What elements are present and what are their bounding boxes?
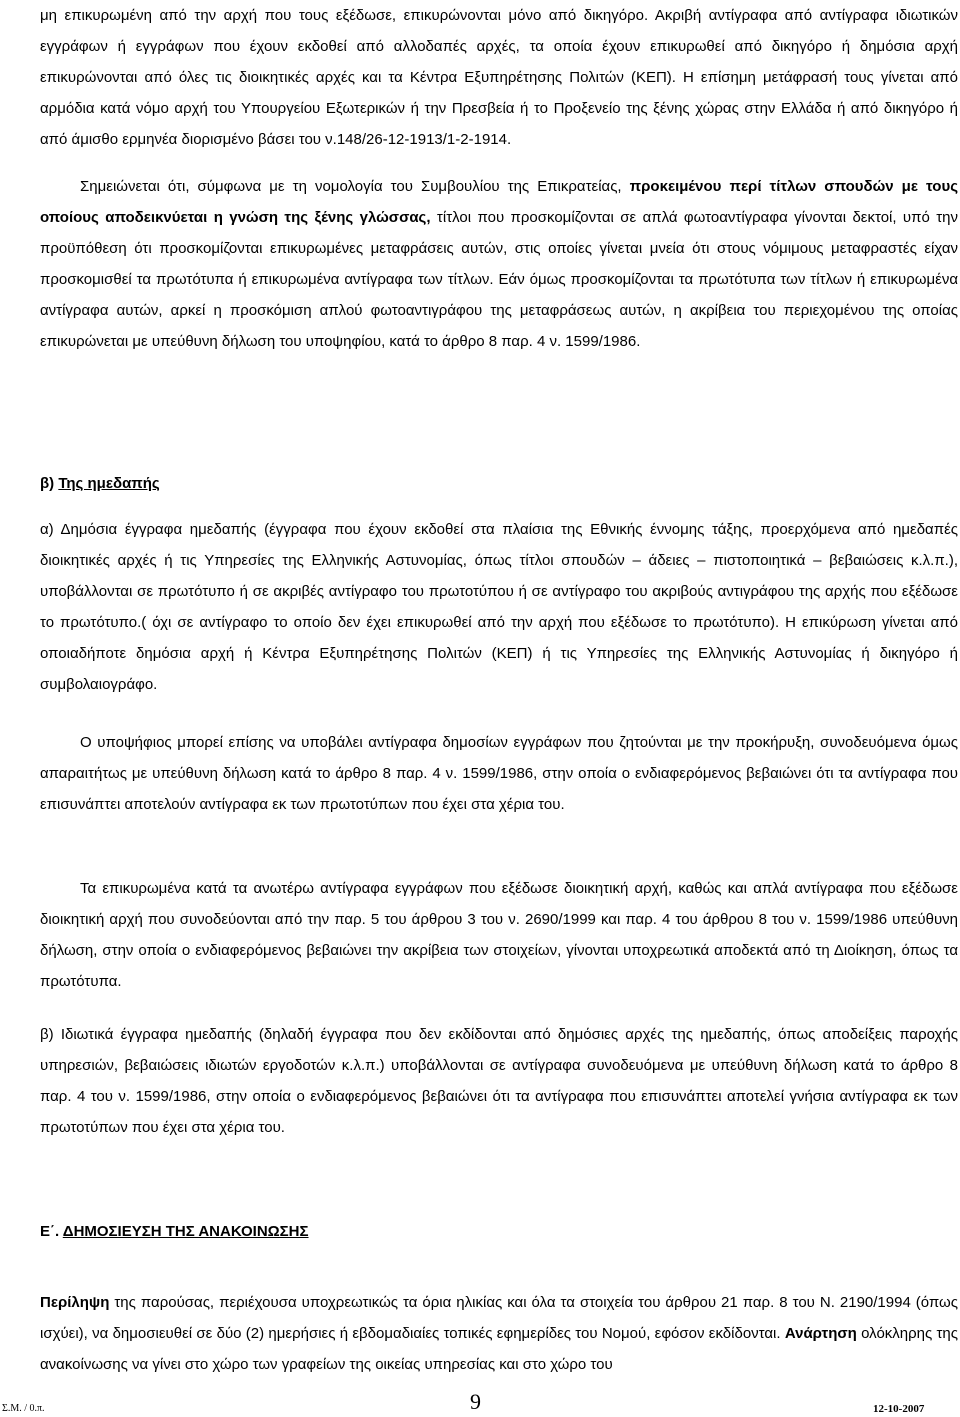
paragraph-text: Δημόσια έγγραφα ημεδαπής (έγγραφα που έχουν εκδοθεί στα πλαίσια της Εθνικής έννομης τάξης, προερχόμενα από ημεδαπές διοικητικές αρχές ή τις Υπηρεσίες της Ελληνικής Αστυνομίας, όπως τίτλοι σπουδών – άδειες – πιστοποιητικά – βεβαιώσεις κ.λ.π.), υποβάλλονται σε πρωτότυπο ή σε ακριβές αντίγραφο του πρωτοτύπου ή σε αντίγραφο του ακριβούς αντιγράφου της αρχής που εξέδωσε το πρωτότυπο.( όχι σε αντίγραφο το οποίο δεν έχει επικυρωθεί από την αρχή που εξέδωσε το πρωτότυπο). Η επικύρωση γίνεται από οποιαδήποτε δημόσια αρχή ή Κέντρα Εξυπηρέτησης Πολιτών (ΚΕΠ) ή τις Υπηρεσίες της Ελληνικής Αστυνομίας ή δικηγόρο ή συμβολαιογράφο. xyxy=(40,521,958,693)
paragraph-text: μη επικυρωμένη από την αρχή που τους εξέδωσε, επικυρώνονται μόνο από δικηγόρο. Ακριβή αντίγραφα από αντίγραφα ιδιωτικών εγγράφων ή εγγράφων που έχουν εκδοθεί από αλλοδαπές αρχές, τα οποία έχουν επικυρωθεί από δικηγόρο ή δημόσια αρχή επικυρώνονται από όλες τις διοικητικές αρχές και τα Κέντρα Εξυπηρέτησης Πολιτών (ΚΕΠ). Η επίσημη μετάφρασή τους γίνεται από αρμόδια κατά νόμο αρχή του Υπουργείου Εξωτερικών ή την Πρεσβεία ή το Προξενείο της ξένης χώρας στην Ελλάδα ή από δικηγόρο ή από άμισθο ερμηνέα διορισμένο βάσει του ν.148/26-12-1913/1-2-1914. xyxy=(40,7,958,148)
section-prefix: Ε΄. xyxy=(40,1223,63,1240)
paragraph-public-documents xyxy=(40,514,958,700)
paragraph-text: Ο υποψήφιος μπορεί επίσης να υποβάλει αντίγραφα δημοσίων εγγράφων που ζητούνται με την προκήρυξη, συνοδευόμενα όμως απαραιτήτως με υπεύθυνη δήλωση κατά το άρθρο 8 παρ. 4 ν. 1599/1986, στην οποία ο ενδιαφερόμενος βεβαιώνει ότι τα αντίγραφα που επισυνάπτει αποτελούν αντίγραφα εκ των πρωτοτύπων που έχει στα χέρια του. xyxy=(40,734,958,813)
paragraph-language-titles xyxy=(40,171,958,357)
paragraph-summary-publication xyxy=(40,1287,958,1380)
paragraph-foreign-documents xyxy=(40,0,958,155)
paragraph-text: ολόκληρης της ανακοίνωσης να γίνει στο χώρο των γραφείων της οικείας υπηρεσίας και στο χώρο του xyxy=(40,1325,959,1373)
paragraph-candidate-copies xyxy=(40,727,958,820)
footer-date: 12-10-2007 xyxy=(873,1403,925,1415)
paragraph-text: τίτλοι που προσκομίζονται σε απλά φωτοαντίγραφα γίνονται δεκτοί, υπό την προϋπόθεση ότι προσκομίζονται επικυρωμένες μεταφράσεις αυτών, στις οποίες γίνεται μνεία ότι στους νόμιμους μεταφραστές είχαν προσκομισθεί τα πρωτότυπα ή επικυρωμένα αντίγραφα των τίτλων. Εάν όμως προσκομίζονται τα πρωτότυπα των τίτλων ή επικυρωμένα αντίγραφα αυτών, αρκεί η προσκόμιση απλού φωτοαντιγράφου της μεταφράσεως αυτών, η ακρίβεια του περιεχομένου της οποίας επικυρώνεται με υπεύθυνη δήλωση του υποψηφίου, κατά το άρθρο 8 παρ. 4 ν. 1599/1986. xyxy=(40,209,958,350)
section-prefix: β) xyxy=(40,475,59,492)
section-title: Της ημεδαπής xyxy=(58,475,160,492)
section-heading-domestic xyxy=(40,468,958,499)
emphasis-text: Περίληψη xyxy=(40,1294,110,1311)
paragraph-private-documents xyxy=(40,1019,958,1143)
section-title: ΔΗΜΟΣΙΕΥΣΗ ΤΗΣ ΑΝΑΚΟΙΝΩΣΗΣ xyxy=(62,1223,309,1240)
footer-initials: Σ.Μ. / 0.π. xyxy=(2,1403,45,1414)
page-footer xyxy=(0,1389,960,1417)
paragraph-text: Τα επικυρωμένα κατά τα ανωτέρω αντίγραφα εγγράφων που εξέδωσε διοικητική αρχή, καθώς και απλά αντίγραφα που εξέδωσε διοικητική αρχή που συνοδεύονται από την παρ. 5 του άρθρου 3 του ν. 2690/1999 και παρ. 4 του άρθρου 8 του ν. 1599/1986 υπεύθυνη δήλωση, στην οποία ο ενδιαφερόμενος βεβαιώνει την ακρίβεια των στοιχείων, γίνονται υποχρεωτικά αποδεκτά από τη Διοίκηση, όπως τα πρωτότυπα. xyxy=(40,880,958,990)
paragraph-certified-copies xyxy=(40,873,958,997)
paragraph-text: Σημειώνεται ότι, σύμφωνα με τη νομολογία του Συμβουλίου της Επικρατείας, xyxy=(80,178,630,195)
page-number: 9 xyxy=(470,1389,481,1414)
emphasis-text: Ανάρτηση xyxy=(784,1325,857,1342)
section-heading-publication xyxy=(40,1216,958,1247)
item-prefix: α) xyxy=(40,521,61,538)
paragraph-text: β) Ιδιωτικά έγγραφα ημεδαπής (δηλαδή έγγραφα που δεν εκδίδονται από δημόσιες αρχές της ημεδαπής, όπως αποδείξεις παροχής υπηρεσιών, βεβαιώσεις ιδιωτών εργοδοτών κ.λ.π.) υποβάλλονται σε αντίγραφα συνοδευόμενα με υπεύθυνη δήλωση κατά το άρθρο 8 παρ. 4 του ν. 1599/1986, στην οποία ο ενδιαφερόμενος βεβαιώνει ότι τα αντίγραφα που επισυνάπτει αποτελεί γνήσια αντίγραφα εκ των πρωτοτύπων που έχει στα χέρια του. xyxy=(40,1026,958,1136)
paragraph-text: της παρούσας, περιέχουσα υποχρεωτικώς τα όρια ηλικίας και όλα τα στοιχεία του άρθρου 21 παρ. 8 του Ν. 2190/1994 (όπως ισχύει), να δημοσιευθεί σε δύο (2) ημερήσιες ή εβδομαδιαίες τοπικές εφημερίδες του Νομού, εφόσον εκδίδονται. xyxy=(40,1294,958,1342)
emphasis-text: προκειμένου περί τίτλων σπουδών με τους οποίους αποδεικνύεται η γνώση της ξένης γλώσσας, xyxy=(40,178,958,226)
